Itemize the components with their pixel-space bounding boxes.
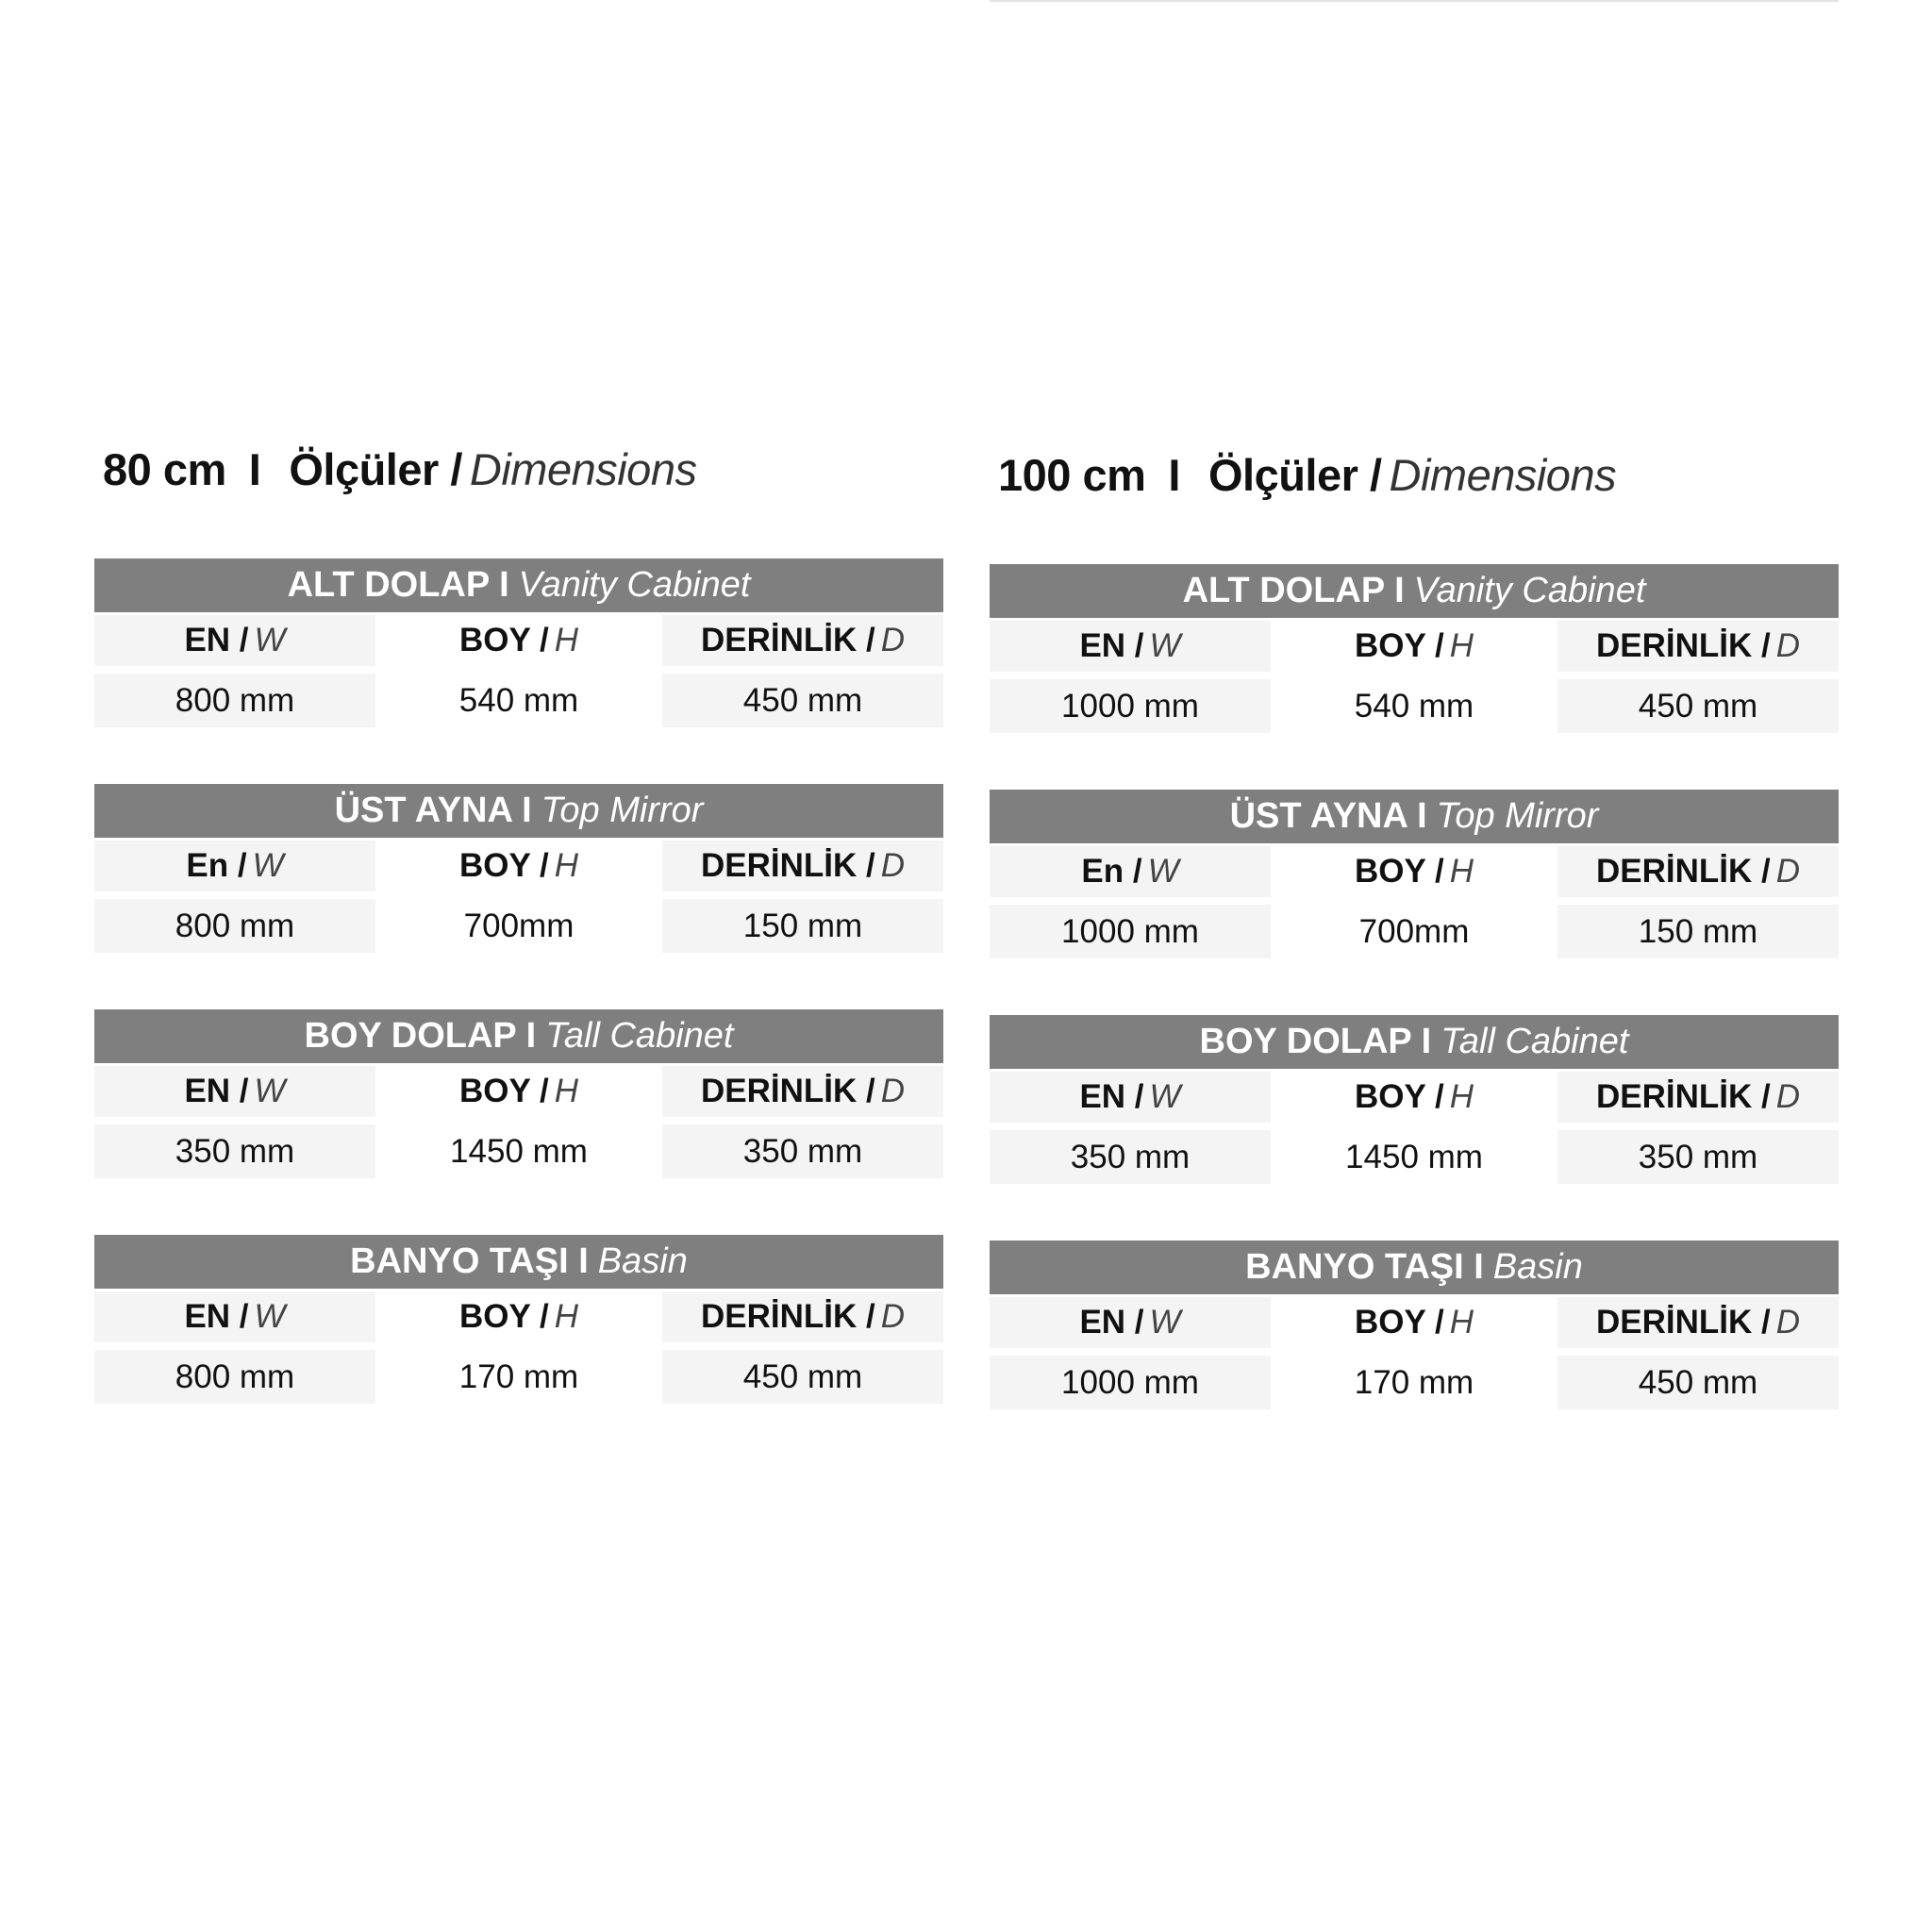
label-tr: DERİNLİK / [1595,853,1771,890]
value-cell: 1450 mm [1345,1138,1483,1175]
value-cell: 1450 mm [450,1132,588,1170]
table-title-tr: ALT DOLAP I [287,565,509,605]
label-en: W [1149,627,1181,664]
label-en: D [880,1298,905,1335]
dimension-tables [94,558,943,1404]
label-tr: DERİNLİK / [700,1298,875,1335]
heading-separator: I [1168,450,1180,500]
label-tr: DERİNLİK / [700,847,875,884]
value-row [990,679,1839,733]
table-title-tr: ÜST AYNA I [334,791,532,830]
section-heading [94,443,943,500]
table-header [990,790,1839,843]
label-tr: DERİNLİK / [1595,1078,1771,1115]
label-tr: BOY / [1355,1078,1444,1115]
dimension-table [990,1015,1839,1184]
table-title-en: Vanity Cabinet [1413,571,1646,610]
table-header [990,1015,1839,1069]
label-en: H [554,847,578,884]
dimension-table [94,1235,943,1404]
table-title-tr: BOY DOLAP I [304,1016,537,1056]
table-title-tr: BANYO TAŞI I [350,1241,589,1281]
value-row [990,1356,1839,1409]
label-en: H [1449,1304,1474,1341]
table-header [94,784,943,838]
label-tr: BOY / [459,1298,549,1335]
label-en: W [254,622,286,658]
value-cell: 150 mm [662,899,943,953]
label-en: W [1147,853,1179,890]
label-tr: DERİNLİK / [700,1073,875,1109]
label-row [94,615,943,671]
label-row [990,621,1839,676]
heading-title-en: Dimensions [469,444,697,494]
label-tr: EN / [1079,627,1144,664]
label-cell [1557,846,1839,897]
label-en: D [1775,1078,1800,1115]
label-tr: En / [1081,853,1142,890]
label-cell [1557,1072,1839,1123]
table-title-en: Basin [1492,1247,1583,1287]
label-tr: DERİNLİK / [1595,1304,1771,1341]
value-cell: 350 mm [990,1130,1271,1184]
dimension-table [94,784,943,953]
table-title-tr: ALT DOLAP I [1182,571,1405,610]
value-cell: 450 mm [662,1350,943,1404]
label-en: H [1449,853,1474,890]
label-tr: DERİNLİK / [1595,627,1771,664]
label-cell [375,1066,662,1117]
dimension-table [990,564,1839,733]
label-row [990,1297,1839,1353]
label-cell [662,615,943,666]
value-cell: 450 mm [662,674,943,727]
label-cell [1271,621,1557,672]
label-cell [1557,621,1839,672]
value-row [94,1124,943,1178]
label-row [94,1291,943,1347]
value-cell: 350 mm [94,1124,375,1178]
label-en: W [254,1073,286,1109]
value-cell: 1000 mm [990,1356,1271,1409]
value-cell: 540 mm [1354,687,1474,724]
label-tr: BOY / [1355,853,1444,890]
label-tr: BOY / [459,1073,549,1109]
table-header [94,1235,943,1289]
dimensions-column-100cm [990,449,1839,1466]
table-header [94,1009,943,1063]
label-en: D [880,847,905,884]
label-en: H [554,1298,578,1335]
label-tr: BOY / [459,847,549,884]
value-cell: 700mm [1358,912,1470,950]
label-en: W [1149,1078,1181,1115]
label-cell [375,1291,662,1342]
label-en: H [1449,1078,1474,1115]
label-cell [94,1066,375,1117]
label-tr: BOY / [1355,627,1444,664]
label-row [94,841,943,896]
label-tr: En / [186,847,247,884]
label-cell [990,1072,1271,1123]
label-tr: DERİNLİK / [700,622,875,658]
size-label: 100 cm [998,450,1146,500]
value-row [990,905,1839,958]
table-title-en: Tall Cabinet [1441,1022,1629,1061]
value-row [94,674,943,727]
value-cell: 170 mm [1354,1363,1474,1401]
heading-title-tr: Ölçüler / [289,444,462,494]
label-cell [990,1297,1271,1348]
top-divider-line [990,0,1839,2]
label-row [94,1066,943,1122]
label-cell [990,621,1271,672]
label-row [990,1072,1839,1127]
value-cell: 800 mm [94,1350,375,1404]
label-en: D [1775,1304,1800,1341]
label-tr: EN / [1079,1078,1144,1115]
label-cell [1271,1297,1557,1348]
value-cell: 350 mm [662,1124,943,1178]
label-cell [662,1066,943,1117]
label-en: H [554,622,578,658]
label-en: W [252,847,284,884]
label-cell [94,841,375,891]
value-row [94,899,943,953]
dimension-table [94,1009,943,1178]
value-cell: 1000 mm [990,679,1271,733]
size-label: 80 cm [103,444,226,494]
table-title-tr: BOY DOLAP I [1199,1022,1432,1061]
table-title-en: Top Mirror [1436,796,1599,836]
label-cell [375,841,662,891]
table-title-en: Top Mirror [541,791,704,830]
value-row [94,1350,943,1404]
table-title-en: Basin [597,1241,688,1281]
label-en: W [254,1298,286,1335]
label-cell [990,846,1271,897]
dimensions-column-80cm [94,443,943,1460]
dimension-table [94,558,943,727]
value-cell: 450 mm [1557,679,1839,733]
label-en: D [880,1073,905,1109]
dimension-table [990,1241,1839,1409]
value-cell: 700mm [463,907,575,944]
table-title-tr: BANYO TAŞI I [1245,1247,1484,1287]
label-en: H [554,1073,578,1109]
heading-separator: I [248,444,261,494]
table-title-en: Tall Cabinet [545,1016,734,1056]
label-tr: BOY / [1355,1304,1444,1341]
label-tr: EN / [184,1298,249,1335]
label-tr: EN / [184,622,249,658]
label-en: D [880,622,905,658]
label-cell [662,841,943,891]
label-tr: EN / [184,1073,249,1109]
value-cell: 150 mm [1557,905,1839,958]
label-en: D [1775,853,1800,890]
label-tr: BOY / [459,622,549,658]
label-cell [1271,846,1557,897]
heading-title-en: Dimensions [1389,450,1617,500]
table-title-en: Vanity Cabinet [518,565,751,605]
label-en: D [1775,627,1800,664]
dimension-table [990,790,1839,958]
value-cell: 800 mm [94,899,375,953]
value-cell: 450 mm [1557,1356,1839,1409]
label-cell [1557,1297,1839,1348]
label-cell [662,1291,943,1342]
label-row [990,846,1839,902]
heading-title-tr: Ölçüler / [1208,450,1382,500]
label-cell [94,1291,375,1342]
label-en: W [1149,1304,1181,1341]
label-cell [94,615,375,666]
value-row [990,1130,1839,1184]
table-header [990,1241,1839,1294]
section-heading [990,449,1839,506]
value-cell: 540 mm [458,681,579,719]
table-header [94,558,943,612]
label-en: H [1449,627,1474,664]
label-cell [1271,1072,1557,1123]
value-cell: 170 mm [458,1357,579,1395]
value-cell: 1000 mm [990,905,1271,958]
label-tr: EN / [1079,1304,1144,1341]
table-header [990,564,1839,618]
table-title-tr: ÜST AYNA I [1229,796,1427,836]
value-cell: 350 mm [1557,1130,1839,1184]
dimension-tables [990,564,1839,1409]
label-cell [375,615,662,666]
value-cell: 800 mm [94,674,375,727]
